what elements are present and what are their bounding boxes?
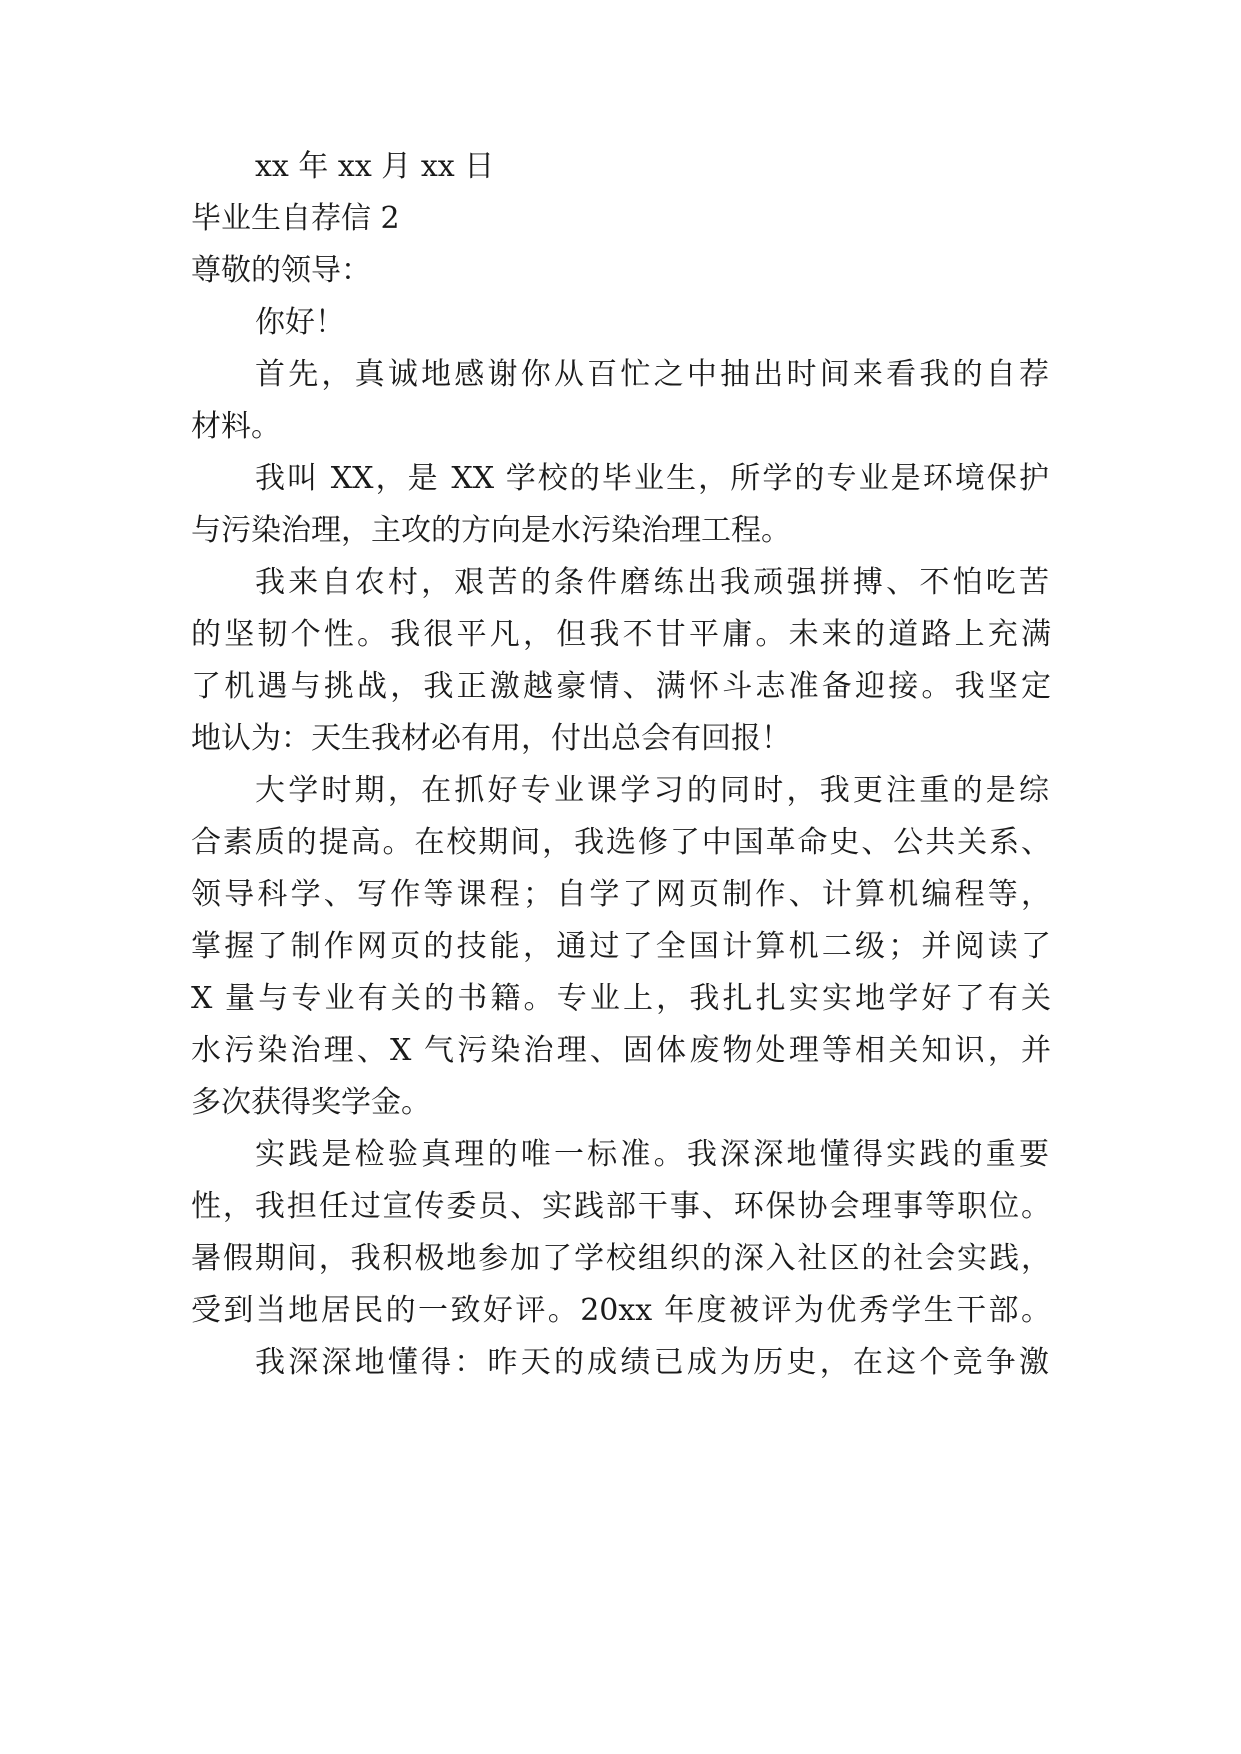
paragraph-line: 大学时期，在抓好专业课学习的同时，我更注重的是综 <box>255 773 1049 808</box>
paragraph-line: 暑假期间，我积极地参加了学校组织的深入社区的社会实践， <box>191 1241 1051 1276</box>
paragraph-line: 水污染治理、X 气污染治理、固体废物处理等相关知识，并 <box>191 1033 1051 1068</box>
paragraph-line: 性，我担任过宣传委员、实践部干事、环保协会理事等职位。 <box>191 1189 1051 1224</box>
paragraph-line: 掌握了制作网页的技能，通过了全国计算机二级；并阅读了 <box>191 929 1051 964</box>
paragraph-line: 地认为：天生我材必有用，付出总会有回报！ <box>191 721 791 756</box>
letter-title: 毕业生自荐信 2 <box>191 201 400 236</box>
paragraph-line: 多次获得奖学金。 <box>191 1085 431 1120</box>
paragraph-line: 了机遇与挑战，我正激越豪情、满怀斗志准备迎接。我坚定 <box>191 669 1051 704</box>
paragraph-line: X 量与专业有关的书籍。专业上，我扎扎实实地学好了有关 <box>191 981 1051 1016</box>
date-line: xx 年 xx 月 xx 日 <box>255 149 495 184</box>
paragraph-line: 材料。 <box>191 409 281 444</box>
salutation: 尊敬的领导： <box>191 253 371 288</box>
paragraph-line: 我深深地懂得：昨天的成绩已成为历史，在这个竞争激 <box>255 1345 1049 1380</box>
paragraph-line: 领导科学、写作等课程；自学了网页制作、计算机编程等， <box>191 877 1051 912</box>
paragraph-line: 我来自农村，艰苦的条件磨练出我顽强拼搏、不怕吃苦 <box>255 565 1049 600</box>
paragraph-line: 的坚韧个性。我很平凡，但我不甘平庸。未来的道路上充满 <box>191 617 1051 652</box>
paragraph-line: 首先，真诚地感谢你从百忙之中抽出时间来看我的自荐 <box>255 357 1049 392</box>
greeting: 你好！ <box>255 305 345 340</box>
paragraph-line: 合素质的提高。在校期间，我选修了中国革命史、公共关系、 <box>191 825 1051 860</box>
paragraph-line: 实践是检验真理的唯一标准。我深深地懂得实践的重要 <box>255 1137 1049 1172</box>
paragraph-line: 与污染治理，主攻的方向是水污染治理工程。 <box>191 513 791 548</box>
paragraph-line: 受到当地居民的一致好评。20xx 年度被评为优秀学生干部。 <box>191 1293 1051 1328</box>
paragraph-line: 我叫 XX，是 XX 学校的毕业生，所学的专业是环境保护 <box>255 461 1049 496</box>
